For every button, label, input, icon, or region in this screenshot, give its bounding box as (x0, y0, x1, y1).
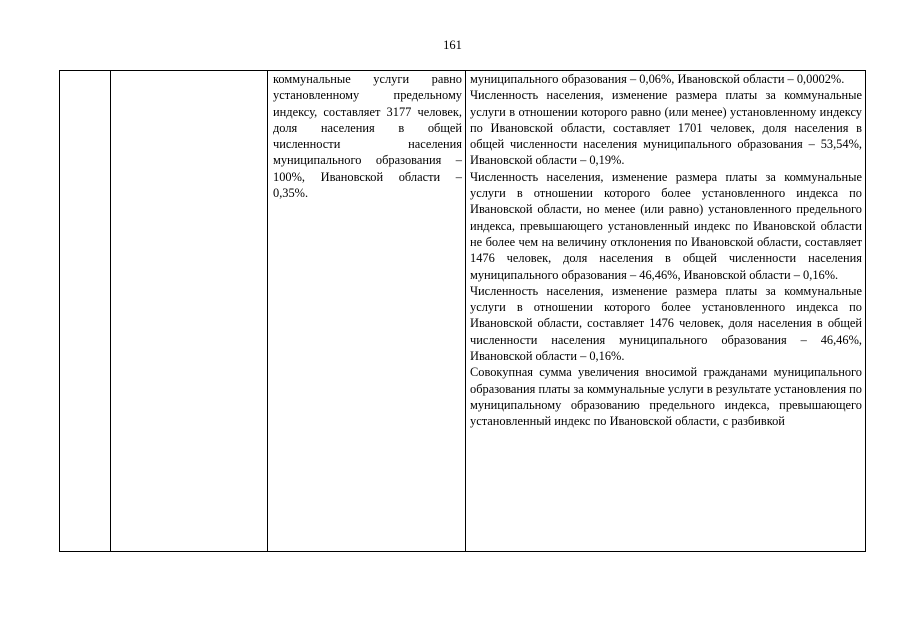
paragraph: муниципального образования – 0,06%, Ивановской области – 0,0002%. (470, 72, 845, 86)
document-table (59, 70, 866, 552)
table-cell-col2 (111, 71, 268, 552)
col4-text (466, 71, 865, 430)
table-cell-col4 (466, 71, 866, 552)
col3-text: коммунальные услуги равно установленному предельному индексу, составляет 3177 человек, доля населения в общей численности населения муниципального образования – 100%, Ивановской области – 0,35%. (273, 72, 462, 201)
paragraph: Совокупная сумма увеличения вносимой гражданами муниципального образования платы за коммунальные услуги в результате установления по муниципальному образованию предельного индекса, превышающего установленный индекс по Ивановской области, с разбивкой (470, 365, 862, 429)
paragraph: Численность населения, изменение размера платы за коммунальные услуги в отношении которого более установленного индекса по Ивановской области, но менее (или равно) установленного предельного индекса, превышающего установленный индекс по Ивановской области не более чем на величину отклонения по Ивановской области, составляет 1476 человек, доля населения в общей численности населения муниципального образования – 46,46%, Ивановской области – 0,16%. (470, 169, 862, 282)
paragraph: Численность населения, изменение размера платы за коммунальные услуги в отношении которого равно (или менее) установленному индексу по Ивановской области, составляет 1701 человек, доля населения в общей численности населения муниципального образования – 53,54%, Ивановской области – 0,19%. (470, 88, 862, 168)
page-number: 161 (443, 38, 462, 52)
paragraph: Численность населения, изменение размера платы за коммунальные услуги в отношении которого более установленного индекса по Ивановской области, составляет 1476 человек, доля населения в общей численности населения муниципального образования – 46,46%, Ивановской области – 0,16%. (470, 283, 862, 364)
table-cell-col3 (268, 71, 466, 552)
table-cell-col1 (60, 71, 111, 552)
table-row (60, 71, 866, 552)
